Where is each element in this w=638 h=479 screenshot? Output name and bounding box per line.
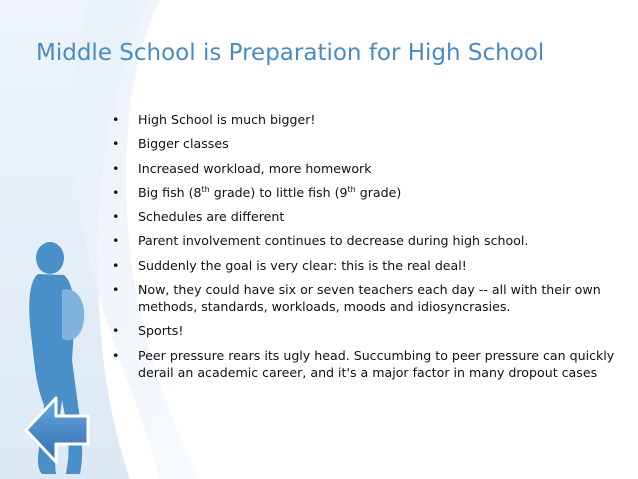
bullet-list xyxy=(112,111,622,388)
bullet-text: Big fish (8 xyxy=(138,184,202,200)
list-item: • High School is much bigger! xyxy=(112,111,622,128)
ordinal-suffix: th xyxy=(347,184,356,194)
slide-title: Middle School is Preparation for High School xyxy=(36,40,545,66)
ordinal-suffix: th xyxy=(201,184,210,194)
list-item: • Now, they could have six or seven teachers each day -- all with their own methods, standards, workloads, moods and idiosyncrasies. xyxy=(112,281,622,315)
bullet-text: grade) to little fish (9 xyxy=(209,184,348,200)
list-item: • Sports! xyxy=(112,322,622,339)
list-item: • Peer pressure rears its ugly head. Succumbing to peer pressure can quickly derail an academic career, and it's a major factor in many dropout cases xyxy=(112,347,622,381)
bullet-text: grade) xyxy=(355,184,402,200)
list-item xyxy=(112,184,622,201)
list-item: • Suddenly the goal is very clear: this is the real deal! xyxy=(112,257,622,274)
list-item: • Bigger classes xyxy=(112,135,622,152)
list-item: • Increased workload, more homework xyxy=(112,160,622,177)
back-arrow-icon[interactable] xyxy=(22,390,92,470)
list-item: • Schedules are different xyxy=(112,208,622,225)
list-item: • Parent involvement continues to decrease during high school. xyxy=(112,232,622,249)
